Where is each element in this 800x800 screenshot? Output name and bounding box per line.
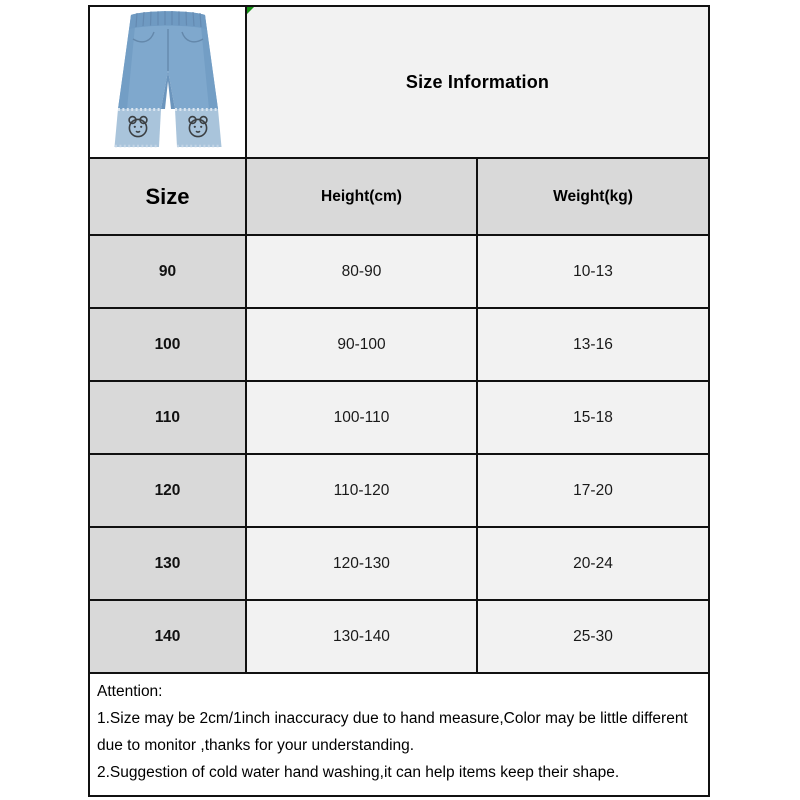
height-value: 110-120 bbox=[247, 455, 476, 526]
size-value: 100 bbox=[90, 309, 245, 380]
jeans-product-image-icon bbox=[93, 9, 243, 155]
size-value: 130 bbox=[90, 528, 245, 599]
column-header-size: Size bbox=[90, 159, 245, 234]
size-value: 140 bbox=[90, 601, 245, 672]
weight-value: 20-24 bbox=[478, 528, 708, 599]
table-header-row bbox=[90, 159, 708, 234]
size-value: 110 bbox=[90, 382, 245, 453]
attention-note-1: 1.Size may be 2cm/1inch inaccuracy due to hand measure,Color may be little different due to monitor ,thanks for your understanding. bbox=[97, 710, 688, 754]
column-header-weight: Weight(kg) bbox=[478, 159, 708, 234]
attention-heading: Attention: bbox=[97, 683, 163, 700]
height-value: 90-100 bbox=[247, 309, 476, 380]
weight-value: 17-20 bbox=[478, 455, 708, 526]
weight-value: 15-18 bbox=[478, 382, 708, 453]
product-image-cell bbox=[90, 7, 245, 157]
height-value: 120-130 bbox=[247, 528, 476, 599]
size-chart-sheet bbox=[88, 5, 710, 797]
table-row bbox=[90, 528, 708, 599]
table-row bbox=[90, 455, 708, 526]
green-triangle-icon bbox=[247, 7, 258, 14]
table-row bbox=[90, 382, 708, 453]
weight-value: 10-13 bbox=[478, 236, 708, 307]
height-value: 100-110 bbox=[247, 382, 476, 453]
attention-note-2: 2.Suggestion of cold water hand washing,it can help items keep their shape. bbox=[97, 764, 620, 781]
attention-section bbox=[90, 674, 708, 795]
size-value: 120 bbox=[90, 455, 245, 526]
height-value: 130-140 bbox=[247, 601, 476, 672]
size-value: 90 bbox=[90, 236, 245, 307]
height-value: 80-90 bbox=[247, 236, 476, 307]
table-row bbox=[90, 236, 708, 307]
title-cell bbox=[247, 7, 708, 157]
table-row bbox=[90, 601, 708, 672]
column-header-height: Height(cm) bbox=[247, 159, 476, 234]
top-section bbox=[90, 7, 708, 157]
weight-value: 13-16 bbox=[478, 309, 708, 380]
page-title: Size Information bbox=[405, 71, 550, 92]
weight-value: 25-30 bbox=[478, 601, 708, 672]
table-row bbox=[90, 309, 708, 380]
